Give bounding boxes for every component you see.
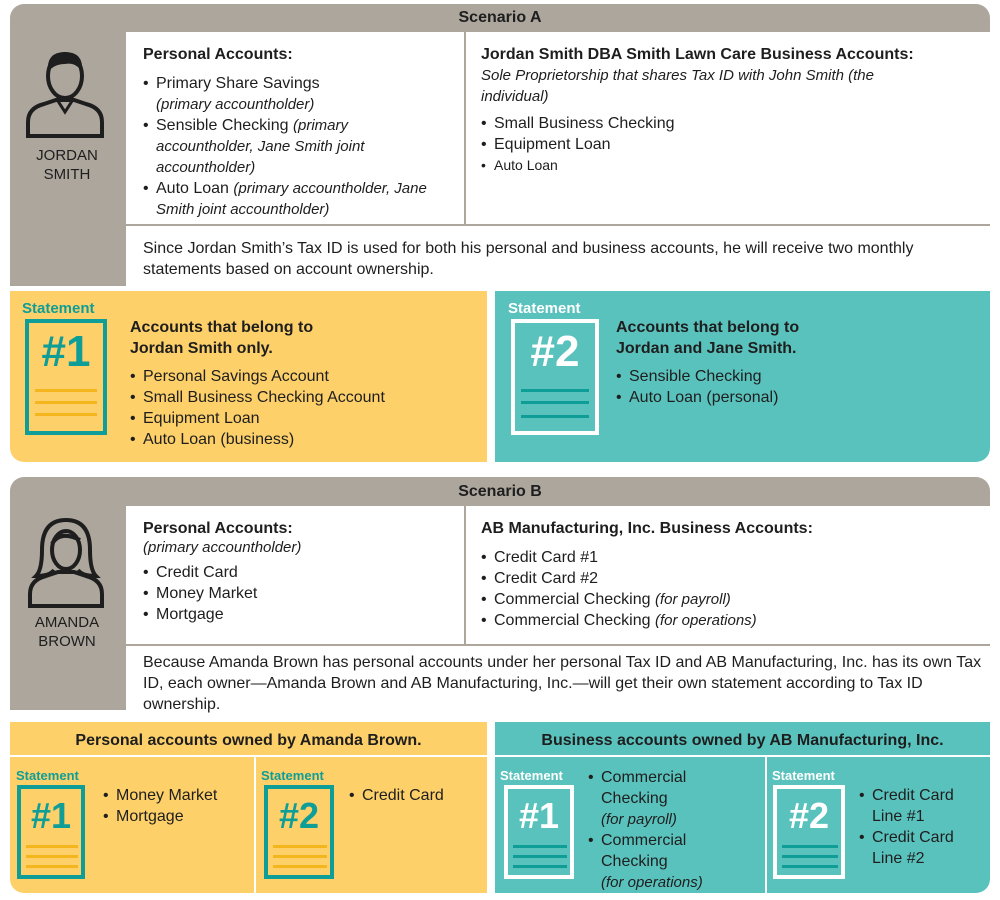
doc-line <box>26 845 78 848</box>
statement-title: Accounts that belong to Jordan Smith only. <box>130 319 314 357</box>
doc-line <box>521 415 589 418</box>
doc-line <box>782 845 838 848</box>
statement-document-icon <box>504 785 574 879</box>
scenario-a-personal-panel <box>126 32 464 224</box>
group-divider <box>765 757 767 893</box>
doc-line <box>521 389 589 392</box>
scenario-a-business-panel <box>466 32 990 224</box>
person-b-first: AMANDA <box>34 614 100 631</box>
panel-subtitle: (primary accountholder) <box>143 539 302 556</box>
list-item: • Money Market <box>143 583 464 604</box>
scenario-a-summary: Since Jordan Smith’s Tax ID is used for both his personal and business accounts, he will receive two monthly statements based on account ownership. <box>126 226 990 286</box>
statement-document-icon <box>25 319 107 435</box>
group-title: Personal accounts owned by Amanda Brown. <box>75 732 422 749</box>
statement-list <box>349 785 444 806</box>
group-divider <box>10 755 487 757</box>
list-item: • Credit Card #1 <box>481 547 990 568</box>
scenario-a-header: Scenario A <box>458 9 542 26</box>
statement-label: Statement <box>22 300 95 317</box>
statement-a1-list <box>130 366 385 450</box>
person-a-last: SMITH <box>43 166 91 183</box>
list-item: • Auto Loan (primary accountholder, Jane Smith joint accountholder) <box>143 178 443 220</box>
male-person-icon <box>24 46 106 138</box>
list-item: • Mortgage <box>143 604 464 625</box>
doc-line <box>521 401 589 404</box>
statement-title: Accounts that belong to Jordan and Jane Smith. <box>616 319 800 357</box>
statement-document-icon <box>264 785 334 879</box>
group-divider <box>495 755 990 757</box>
personal-accounts-list <box>143 562 464 625</box>
list-item: • Commercial Checking (for operations) <box>481 610 990 631</box>
doc-line <box>513 865 567 868</box>
doc-line <box>273 865 327 868</box>
list-item: • Commercial Checking (for payroll) <box>588 767 748 830</box>
panel-subtitle: Sole Proprietorship that shares Tax ID with John Smith (the individual) <box>481 67 874 105</box>
list-item: • Auto Loan <box>481 155 990 176</box>
person-b-name <box>10 613 124 651</box>
statement-document-icon <box>17 785 85 879</box>
person-b-last: BROWN <box>38 633 96 650</box>
doc-line <box>35 401 97 404</box>
doc-line <box>513 845 567 848</box>
statement-a2-list <box>616 366 778 408</box>
list-item: • Sensible Checking (primary accountholder, Jane Smith joint accountholder) <box>143 115 443 178</box>
list-item: • Mortgage <box>103 806 217 827</box>
statement-number: #2 <box>788 795 830 836</box>
statement-label: Statement <box>16 768 79 783</box>
list-item: • Equipment Loan <box>130 408 385 429</box>
scenario-b-personal-panel <box>126 506 464 644</box>
list-item: • Money Market <box>103 785 217 806</box>
group-divider <box>254 757 256 893</box>
list-item: • Small Business Checking <box>481 113 990 134</box>
doc-line <box>26 865 78 868</box>
scenario-b-summary: Because Amanda Brown has personal accounts under her personal Tax ID and AB Manufacturing, Inc. has its own Tax ID, each owner—Amanda Brown and AB Manufacturing, Inc.—will get their own statement according to Tax ID ownership. <box>126 646 990 710</box>
person-a-first: JORDAN <box>36 147 98 164</box>
list-item: • Auto Loan (personal) <box>616 387 778 408</box>
group-title: Business accounts owned by AB Manufacturing, Inc. <box>541 732 944 749</box>
list-item: • Personal Savings Account <box>130 366 385 387</box>
list-item: • Primary Share Savings (primary accountholder) <box>143 73 443 115</box>
list-item: • Commercial Checking (for operations) <box>588 830 748 893</box>
panel-title: AB Manufacturing, Inc. Business Accounts: <box>481 520 813 537</box>
doc-line <box>273 855 327 858</box>
doc-line <box>35 389 97 392</box>
statement-number: #2 <box>530 327 580 376</box>
list-item: • Small Business Checking Account <box>130 387 385 408</box>
statement-number: #1 <box>41 327 91 376</box>
personal-accounts-list <box>143 73 443 220</box>
statement-list <box>103 785 217 827</box>
doc-line <box>26 855 78 858</box>
statement-number: #1 <box>518 795 560 836</box>
list-item: • Credit Card <box>349 785 444 806</box>
business-accounts-list <box>481 547 990 631</box>
list-item: • Credit Card #2 <box>481 568 990 589</box>
panel-title: Jordan Smith DBA Smith Lawn Care Business Accounts: <box>481 46 914 63</box>
statement-list <box>588 767 748 893</box>
statement-label: Statement <box>261 768 324 783</box>
doc-line <box>35 413 97 416</box>
statement-label: Statement <box>500 768 563 783</box>
list-item: • Equipment Loan <box>481 134 990 155</box>
statement-list <box>859 785 979 869</box>
doc-line <box>782 855 838 858</box>
statement-label: Statement <box>508 300 581 317</box>
list-item: • Sensible Checking <box>616 366 778 387</box>
doc-line <box>273 845 327 848</box>
business-accounts-list <box>481 113 990 176</box>
statement-label: Statement <box>772 768 835 783</box>
doc-line <box>782 865 838 868</box>
list-item: • Credit Card <box>143 562 464 583</box>
scenario-b-business-panel <box>466 506 990 644</box>
list-item: • Commercial Checking (for payroll) <box>481 589 990 610</box>
doc-line <box>513 855 567 858</box>
panel-title: Personal Accounts: <box>143 520 293 537</box>
female-person-icon <box>26 516 106 608</box>
person-a-name <box>10 146 124 184</box>
list-item: • Credit Card Line #2 <box>859 827 979 869</box>
list-item: • Credit Card Line #1 <box>859 785 979 827</box>
statement-number: #1 <box>30 795 72 836</box>
statement-number: #2 <box>278 795 320 836</box>
panel-title: Personal Accounts: <box>143 46 293 63</box>
list-item: • Auto Loan (business) <box>130 429 385 450</box>
scenario-b-header: Scenario B <box>458 483 542 500</box>
statement-document-icon <box>773 785 845 879</box>
statement-document-icon <box>511 319 599 435</box>
